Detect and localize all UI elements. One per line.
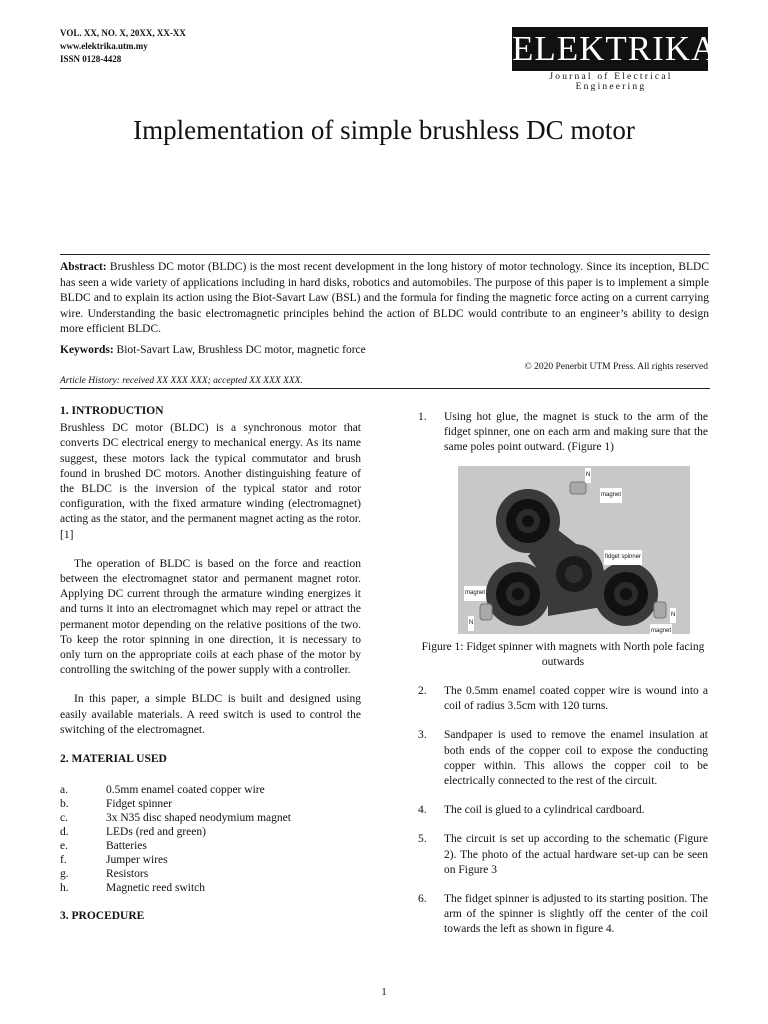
journal-meta <box>60 27 186 66</box>
right-column <box>418 410 708 952</box>
materials-heading: 2. MATERIAL USED <box>60 753 167 766</box>
list-item: f. Jumper wires <box>60 854 168 867</box>
keywords <box>60 344 709 356</box>
label-magnet-right: magnet <box>650 624 672 634</box>
figure-1-caption: Figure 1: Fidget spinner with magnets with North pole facing outwards <box>421 640 705 668</box>
abstract <box>60 260 709 338</box>
abstract-text: Brushless DC motor (BLDC) is the most recent development in the long history of motor technology. Since its inception, BLDC has seen a wide variety of applications including in hard disks, robotics and automobiles. The purpose of this paper is to implement a simple BLDC and to explain its action using the Biot-Savart Law (BSL) and the formula for finding the magnetic force acting on a current carrying wire. Understanding the basic electromagnetic principles behind the action of BLDC would contribute to an engineer’s ability to design more efficient BLDC. <box>60 261 709 335</box>
materials-list <box>60 783 361 895</box>
figure-1-photo <box>458 466 690 634</box>
procedure-step-3: 3. Sandpaper is used to remove the enamel insulation at both ends of the copper coil to expose the conducting copper within. This allows the copper coil to be electrically connected to the rest of the circuit. <box>418 729 708 788</box>
procedure-step-2: 2. The 0.5mm enamel coated copper wire is wound into a coil of radius 3.5cm with 120 turns. <box>418 685 708 713</box>
journal-website: www.elektrika.utm.my <box>60 41 148 51</box>
keywords-label: Keywords: <box>60 344 114 356</box>
label-fidget-spinner: fidget spinner <box>604 550 642 565</box>
list-item: a. 0.5mm enamel coated copper wire <box>60 784 265 797</box>
abstract-label: Abstract: <box>60 261 107 273</box>
abstract-bottom-rule <box>60 388 710 389</box>
intro-paragraph-1: Brushless DC motor (BLDC) is a synchronous motor that converts DC electrical energy to mechanical energy. As its name suggest, these motors lack the typical commutator and brush found in brushed DC motors. Another distinguishing feature of the BLDC is the inversion of the typical stator and rotor configuration, with the fixed armature winding (electromagnet) acting as the stator, and the permanent magnet acting as the rotor.[1] <box>60 422 361 541</box>
paper-title: Implementation of simple brushless DC motor <box>133 115 635 145</box>
keywords-text: Biot-Savart Law, Brushless DC motor, magnetic force <box>116 344 366 356</box>
label-magnet-top: magnet <box>600 488 622 503</box>
list-item: c. 3x N35 disc shaped neodymium magnet <box>60 812 291 825</box>
procedure-step-1: 1. Using hot glue, the magnet is stuck to the arm of the fidget spinner, one on each arm and making sure that the same poles point outward. (Figure 1) <box>418 411 708 454</box>
label-n-right: N <box>670 608 676 623</box>
label-n-left: N <box>468 616 474 631</box>
issn: ISSN 0128-4428 <box>60 54 122 64</box>
list-item: b. Fidget spinner <box>60 798 173 811</box>
intro-paragraph-3: In this paper, a simple BLDC is built and designed using easily available materials. A reed switch is used to control the switching of the electromagnet. <box>60 693 361 736</box>
abstract-top-rule <box>60 254 710 255</box>
label-magnet-left: magnet <box>464 586 486 601</box>
list-item: h. Magnetic reed switch <box>60 882 205 895</box>
procedure-step-5: 5. The circuit is set up according to the schematic (Figure 2). The photo of the actual hardware set-up can be seen on Figure 3 <box>418 833 708 876</box>
journal-logo: ELEKTRIKA <box>512 27 708 71</box>
label-n-top: N <box>585 468 591 483</box>
procedure-step-4: 4. The coil is glued to a cylindrical cardboard. <box>418 804 645 817</box>
article-history: Article History: received XX XXX XXX; accepted XX XXX XXX. <box>60 376 303 386</box>
page-number: 1 <box>381 986 387 998</box>
journal-subtitle: Journal of Electrical Engineering <box>549 72 673 92</box>
intro-paragraph-2: The operation of BLDC is based on the force and reaction between the electromagnet stator and permanent magnet rotor. Applying DC current through the armature winding energizes it and turns it into an electromagnet which may repel or attract the permanent motor depending on the relative positions of the two. To keep the rotor spinning in one direction, it is necessary to only turn on the appropriate coils at each phase of the motor by controlling the switching of the power supply with a controller. <box>60 557 361 677</box>
procedure-heading: 3. PROCEDURE <box>60 910 145 923</box>
list-item: e. Batteries <box>60 840 147 853</box>
procedure-step-6: 6. The fidget spinner is adjusted to its starting position. The arm of the spinner is slightly off the center of the coil towards the left as shown in figure 4. <box>418 893 708 936</box>
fidget-spinner-image <box>458 466 690 634</box>
list-item: g. Resistors <box>60 868 149 881</box>
volume-info: VOL. XX, NO. X, 20XX, XX-XX <box>60 28 186 38</box>
left-column <box>60 404 361 926</box>
list-item: d. LEDs (red and green) <box>60 826 206 839</box>
introduction-heading: 1. INTRODUCTION <box>60 405 164 417</box>
copyright: © 2020 Penerbit UTM Press. All rights reserved <box>524 362 708 372</box>
